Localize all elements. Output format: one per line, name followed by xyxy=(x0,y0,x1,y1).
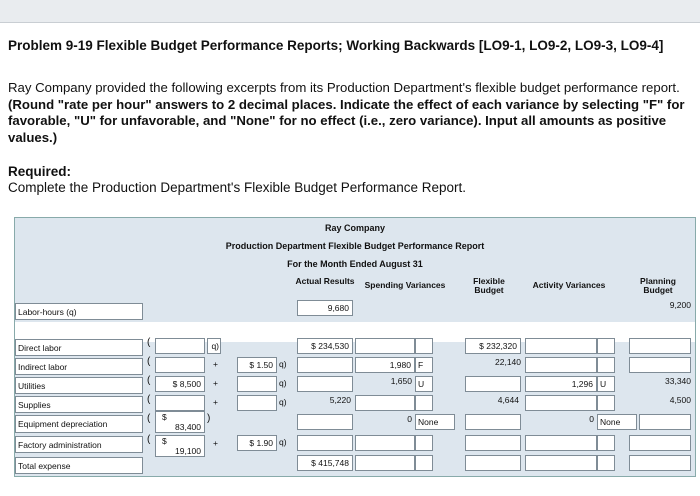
indirect-labor-flexible: 22,140 xyxy=(495,357,521,367)
equipment-depreciation-spending-select[interactable]: None xyxy=(415,414,455,430)
row-label-total-expense: Total expense xyxy=(15,457,143,474)
total-expense-spending-input[interactable] xyxy=(355,455,415,471)
row-label-equipment-depreciation: Equipment depreciation xyxy=(15,415,143,433)
direct-labor-flexible[interactable]: $ 232,320 xyxy=(465,338,521,354)
supplies-q-label: q) xyxy=(279,397,287,407)
plus-sign: + xyxy=(213,438,218,448)
direct-labor-actual[interactable]: $ 234,530 xyxy=(297,338,353,354)
indirect-labor-q-label: q) xyxy=(279,359,287,369)
labor-hours-actual[interactable]: 9,680 xyxy=(297,300,353,316)
report-title: Production Department Flexible Budget Performance Report xyxy=(225,241,485,251)
required-label: Required: xyxy=(8,164,72,179)
indirect-labor-spending-select[interactable]: F xyxy=(415,357,433,373)
total-expense-flexible-input[interactable] xyxy=(465,455,521,471)
indirect-labor-rate[interactable]: $ 1.50 xyxy=(237,357,277,373)
paren: ( xyxy=(147,375,151,386)
plus-sign: + xyxy=(213,359,218,369)
utilities-activity-select[interactable]: U xyxy=(597,376,615,392)
paren: ( xyxy=(147,413,151,424)
factory-administration-activity-input[interactable] xyxy=(525,435,597,451)
direct-labor-activity-input[interactable] xyxy=(525,338,597,354)
utilities-spending: 1,650 xyxy=(390,376,412,386)
equipment-depreciation-activity-select[interactable]: None xyxy=(597,414,637,430)
col-activity-variances: Activity Variances xyxy=(532,280,606,290)
factory-administration-fixed-amount: 19,100 xyxy=(175,446,201,456)
col-spending-variances: Spending Variances xyxy=(364,280,446,290)
row-label-indirect-labor: Indirect labor xyxy=(15,358,143,375)
supplies-activity-input[interactable] xyxy=(525,395,597,411)
supplies-actual: 5,220 xyxy=(329,395,351,405)
supplies-fixed-input[interactable] xyxy=(155,395,205,411)
factory-administration-spending-select[interactable] xyxy=(415,435,433,451)
row-label-supplies: Supplies xyxy=(15,396,143,413)
utilities-rate-input[interactable] xyxy=(237,376,277,392)
direct-labor-planning-input[interactable] xyxy=(629,338,691,354)
col-actual-results: Actual Results xyxy=(295,276,355,286)
direct-labor-fixed-input[interactable] xyxy=(155,338,205,354)
factory-administration-planning-input[interactable] xyxy=(629,435,691,451)
total-expense-spending-select[interactable] xyxy=(415,455,433,471)
plus-sign: + xyxy=(213,378,218,388)
total-expense-planning-input[interactable] xyxy=(629,455,691,471)
utilities-actual-input[interactable] xyxy=(297,376,353,392)
col-planning-budget: Planning Budget xyxy=(640,276,676,295)
utilities-flexible-input[interactable] xyxy=(465,376,521,392)
problem-description xyxy=(8,80,700,146)
paren: ( xyxy=(147,394,151,405)
equipment-depreciation-actual-input[interactable] xyxy=(297,414,353,430)
row-label-utilities: Utilities xyxy=(15,377,143,394)
direct-labor-activity-select[interactable] xyxy=(597,338,615,354)
required-text: Complete the Production Department's Flexible Budget Performance Report. xyxy=(8,180,467,195)
equipment-depreciation-fixed[interactable] xyxy=(155,411,205,433)
plus-sign: + xyxy=(213,397,218,407)
labor-hours-planning: 9,200 xyxy=(669,300,691,310)
supplies-flexible: 4,644 xyxy=(497,395,519,405)
total-expense-actual[interactable]: $ 415,748 xyxy=(297,455,353,471)
total-expense-activity-select[interactable] xyxy=(597,455,615,471)
indirect-labor-actual-input[interactable] xyxy=(297,357,353,373)
utilities-planning: 33,340 xyxy=(665,376,691,386)
paren: ( xyxy=(147,434,151,445)
factory-administration-flexible-input[interactable] xyxy=(465,435,521,451)
utilities-q-label: q) xyxy=(279,378,287,388)
report-company: Ray Company xyxy=(324,223,386,233)
supplies-spending-select[interactable] xyxy=(415,395,433,411)
dollar-sign: $ xyxy=(162,436,167,446)
supplies-planning: 4,500 xyxy=(669,395,691,405)
dollar-sign: $ xyxy=(162,412,167,422)
equipment-depreciation-planning-input[interactable] xyxy=(639,414,691,430)
row-label-factory-administration: Factory administration xyxy=(15,436,143,453)
factory-administration-spending-input[interactable] xyxy=(355,435,415,451)
equipment-depreciation-flexible-input[interactable] xyxy=(465,414,521,430)
performance-report-table xyxy=(14,217,696,477)
factory-administration-rate[interactable]: $ 1.90 xyxy=(237,435,277,451)
equipment-depreciation-spending: 0 xyxy=(407,414,412,424)
indirect-labor-fixed-input[interactable] xyxy=(155,357,205,373)
equipment-depreciation-activity: 0 xyxy=(589,414,594,424)
factory-administration-fixed[interactable] xyxy=(155,435,205,457)
supplies-spending-input[interactable] xyxy=(355,395,415,411)
instruction-text: (Round "rate per hour" answers to 2 decimal places. Indicate the effect of each variance by selecting "F" for favorable, "U" for unfavorable, and "None" for no effect (i.e., zero variance). Input all amounts as positive values.) xyxy=(8,96,685,145)
direct-labor-q-label: q) xyxy=(207,338,221,354)
indirect-labor-planning-input[interactable] xyxy=(629,357,691,373)
paren: ( xyxy=(147,337,151,348)
intro-text: Ray Company provided the following excerpts from its Production Department's flexible budget performance report. xyxy=(8,80,680,95)
direct-labor-spending-input[interactable] xyxy=(355,338,415,354)
total-expense-activity-input[interactable] xyxy=(525,455,597,471)
indirect-labor-spending[interactable]: 1,980 xyxy=(355,357,415,373)
factory-administration-q-label: q) xyxy=(279,437,287,447)
row-label-labor-hours: Labor-hours (q) xyxy=(15,303,143,320)
paren: ( xyxy=(147,356,151,367)
problem-title: Problem 9-19 Flexible Budget Performance Reports; Working Backwards [LO9-1, LO9-2, LO9-3, LO9-4] xyxy=(8,38,664,53)
utilities-spending-select[interactable]: U xyxy=(415,376,433,392)
factory-administration-actual-input[interactable] xyxy=(297,435,353,451)
factory-administration-activity-select[interactable] xyxy=(597,435,615,451)
paren: ) xyxy=(207,413,211,424)
indirect-labor-activity-input[interactable] xyxy=(525,357,597,373)
equipment-depreciation-fixed-amount: 83,400 xyxy=(175,422,201,432)
indirect-labor-activity-select[interactable] xyxy=(597,357,615,373)
utilities-activity[interactable]: 1,296 xyxy=(525,376,597,392)
col-flexible-budget: Flexible Budget xyxy=(473,276,505,295)
row-label-direct-labor: Direct labor xyxy=(15,339,143,356)
report-period: For the Month Ended August 31 xyxy=(287,259,423,269)
supplies-activity-select[interactable] xyxy=(597,395,615,411)
direct-labor-spending-select[interactable] xyxy=(415,338,433,354)
utilities-fixed[interactable]: $ 8,500 xyxy=(155,376,205,392)
top-bar xyxy=(0,0,700,23)
supplies-rate-input[interactable] xyxy=(237,395,277,411)
